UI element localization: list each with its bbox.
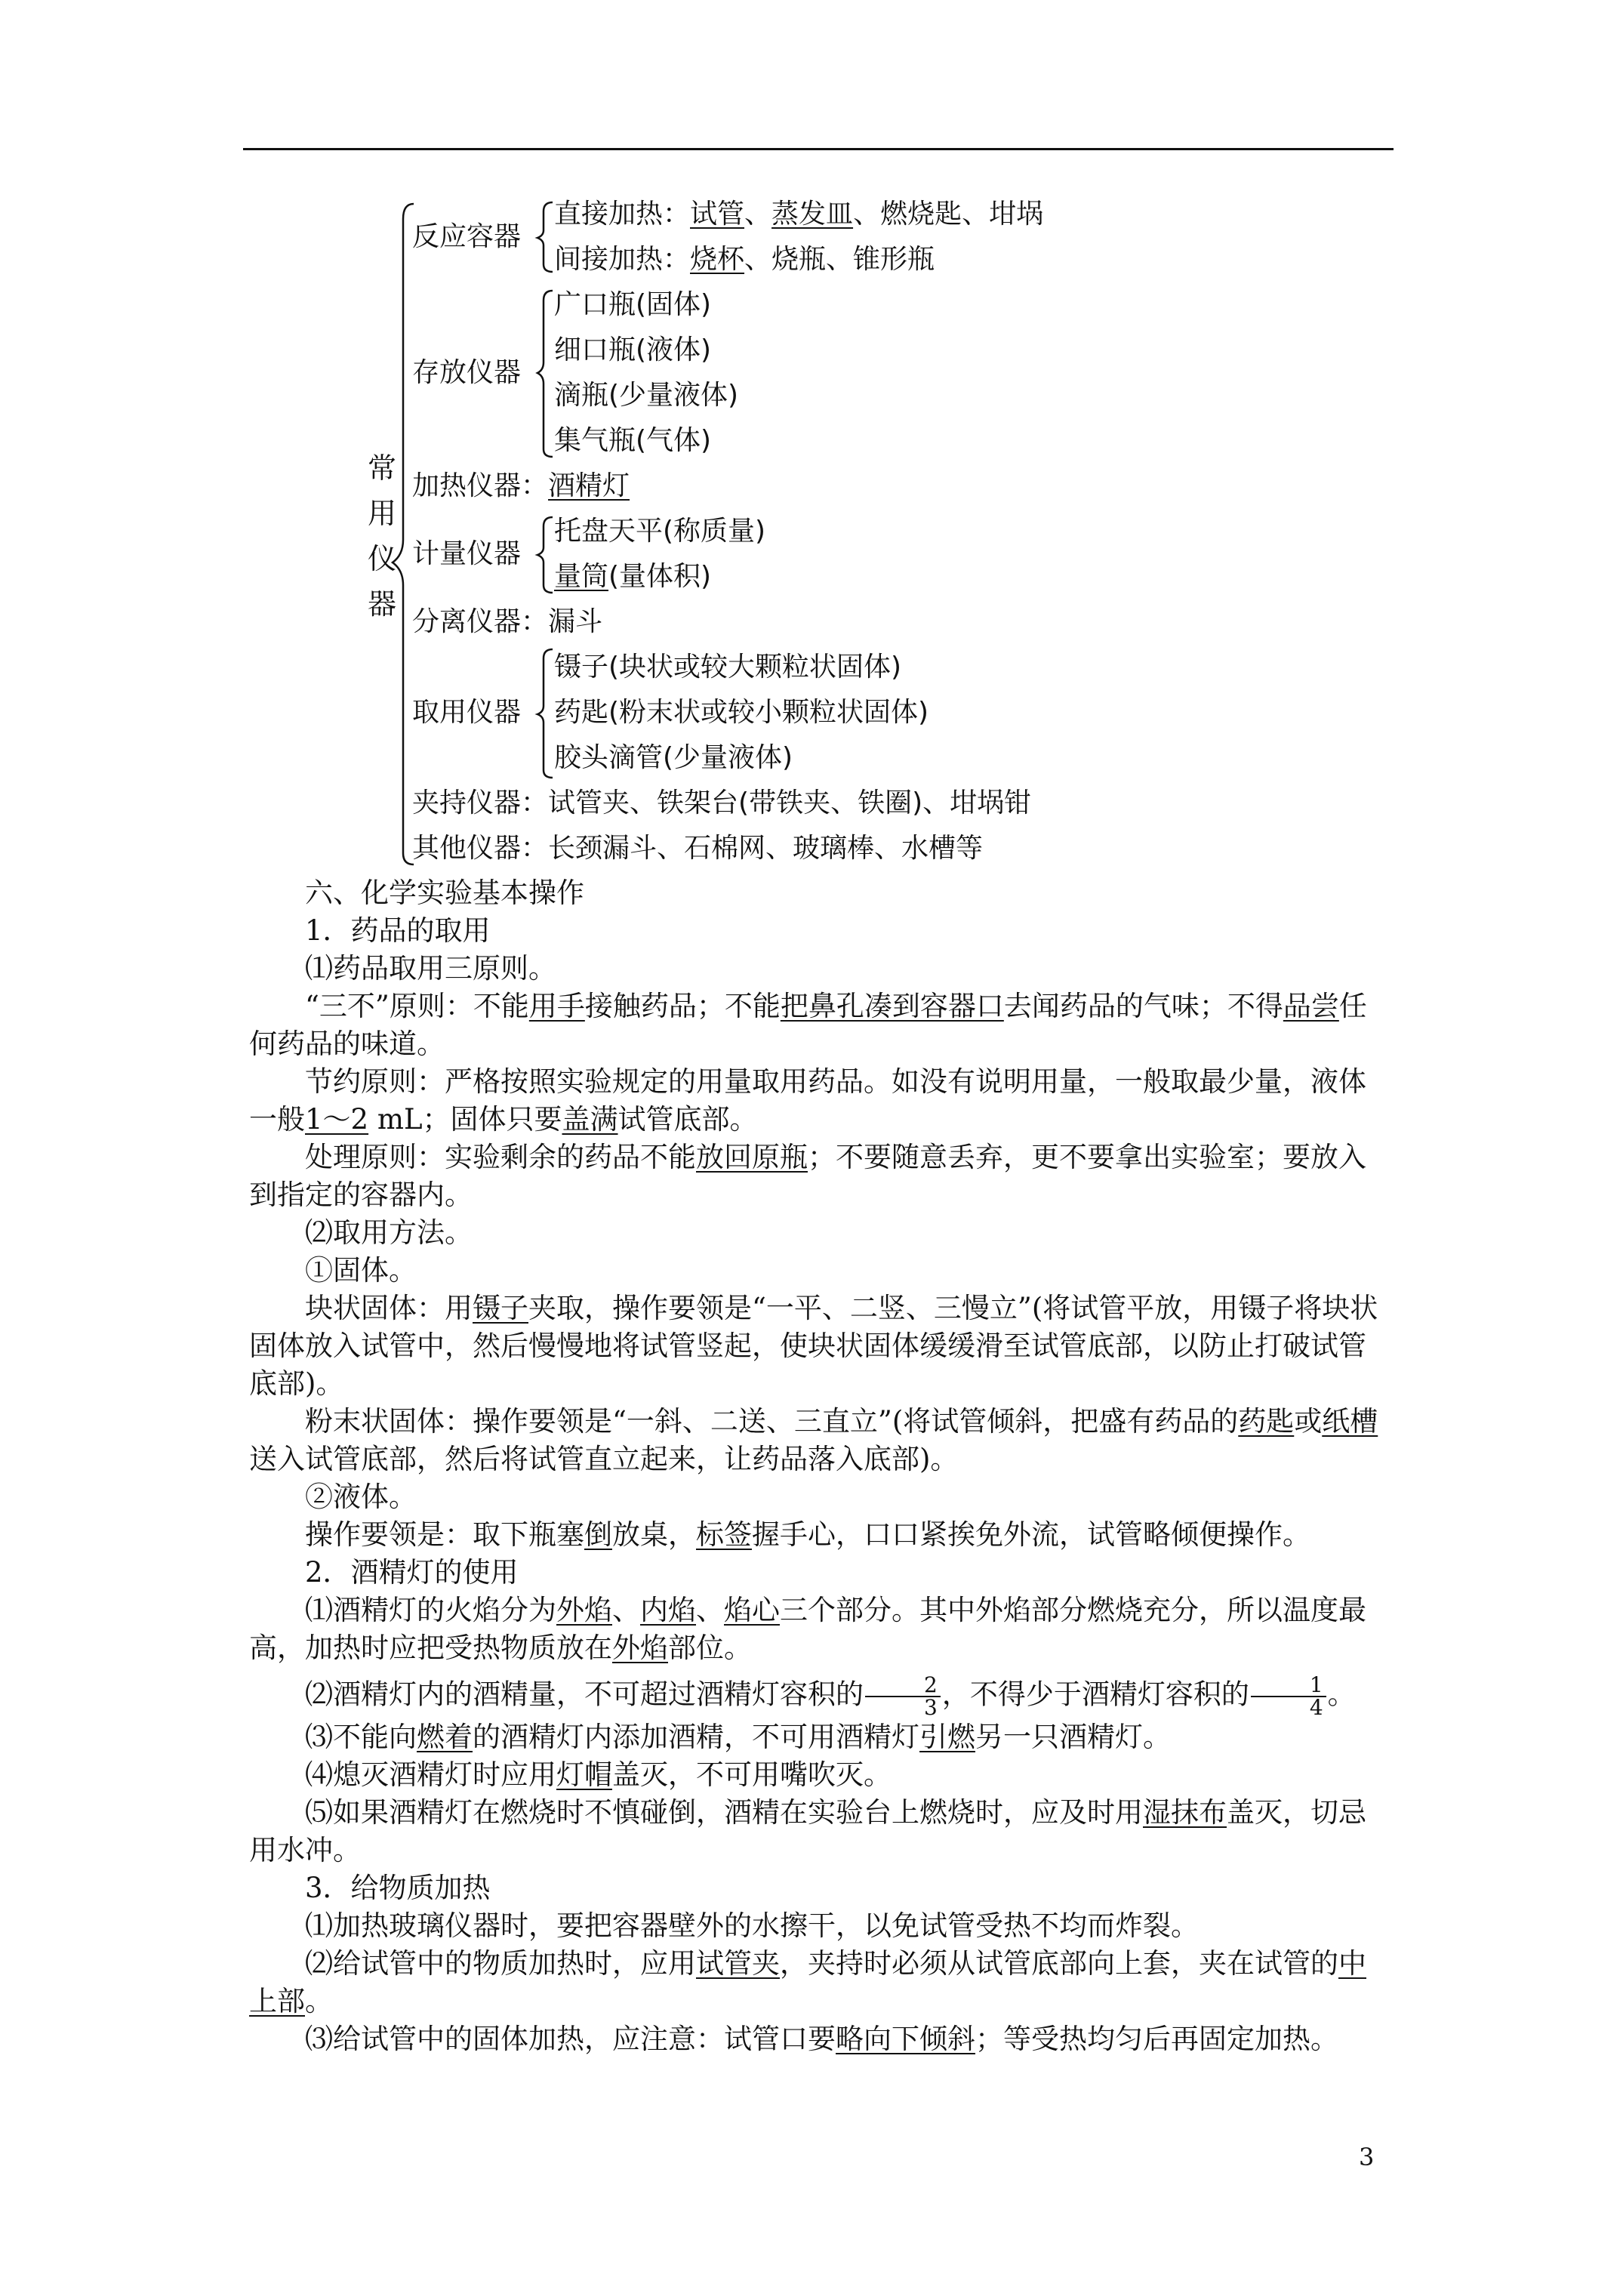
underlined-term: 镊子 <box>473 1292 528 1324</box>
spacer <box>249 1667 1394 1675</box>
list-item: 药匙(粉末状或较小颗粒状固体) <box>554 697 929 728</box>
group-label-holding: 夹持仪器：试管夹、铁架台(带铁夹、铁圈)、坩埚钳 <box>412 787 1032 818</box>
group-label-reaction: 反应容器 <box>412 221 522 252</box>
root-char: 常 <box>367 451 396 485</box>
subsection-heading: 2．酒精灯的使用 <box>305 1556 519 1589</box>
fraction-two-thirds: $\frac{2}{3}$ <box>865 1675 941 1718</box>
paragraph: 块状固体：用镊子夹取，操作要领是“一平、二竖、三慢立”(将试管平放，用镊子将块状固体放入试管中，然后慢慢地将试管竖起，使块状固体缓缓滑至试管底部，以防止打破试管底部)。 <box>249 1292 1378 1400</box>
list-item: 胶头滴管(少量液体) <box>554 742 793 773</box>
paragraph: ⑴酒精灯的火焰分为外焰、内焰、焰心三个部分。其中外焰部分燃烧充分，所以温度最高，加热时应把受热物质放在外焰部位。 <box>249 1594 1366 1664</box>
paragraph: ⑸如果酒精灯在燃烧时不慎碰倒，酒精在实验台上燃烧时，应及时用湿抹布盖灭，切忌用水冲。 <box>249 1796 1366 1866</box>
underlined-term: 纸槽 <box>1322 1405 1378 1438</box>
underlined-term: 内焰 <box>640 1594 696 1626</box>
paragraph: ⑵取用方法。 <box>305 1216 473 1249</box>
underlined-term: 灯帽 <box>556 1758 612 1791</box>
underlined-term: 药匙 <box>1238 1405 1295 1438</box>
list-item: 镊子(块状或较大颗粒状固体) <box>554 652 902 683</box>
list-item: 广口瓶(固体) <box>554 289 712 320</box>
underlined-term: 1～2 <box>305 1103 369 1136</box>
underlined-term: 酒精灯 <box>548 470 630 501</box>
item-indirect-heating: 间接加热：烧杯、烧瓶、锥形瓶 <box>554 244 935 275</box>
fraction-one-quarter: $\frac{1}{4}$ <box>1251 1675 1326 1718</box>
group-label-storage: 存放仪器 <box>412 357 522 388</box>
paragraph: 处理原则：实验剩余的药品不能放回原瓶；不要随意丢弃，更不要拿出实验室；要放入到指定的容器内。 <box>249 1141 1366 1211</box>
underlined-term: 引燃 <box>919 1721 975 1753</box>
item-direct-heating: 直接加热：试管、蒸发皿、燃烧匙、坩埚 <box>554 199 1044 230</box>
underlined-term: 外焰 <box>612 1632 668 1664</box>
list-item: 滴瓶(少量液体) <box>554 380 739 411</box>
instrument-tree <box>0 0 1623 876</box>
paragraph: 粉末状固体：操作要领是“一斜、二送、三直立”(将试管倾斜，把盛有药品的药匙或纸槽送入试管底部，然后将试管直立起来，让药品落入底部)。 <box>249 1405 1378 1475</box>
paragraph: ⑴加热玻璃仪器时，要把容器壁外的水擦干，以免试管受热不均而炸裂。 <box>305 1909 1199 1942</box>
document-body <box>249 874 1394 2058</box>
underlined-term: 标签 <box>696 1518 752 1551</box>
group-label-other: 其他仪器：长颈漏斗、石棉网、玻璃棒、水槽等 <box>412 833 984 864</box>
underlined-term: 量筒 <box>554 561 609 592</box>
group-label-separation: 分离仪器：漏斗 <box>412 606 603 637</box>
paragraph: 操作要领是：取下瓶塞倒放桌，标签握手心，口口紧挨免外流，试管略倾便操作。 <box>305 1518 1310 1551</box>
underlined-term: 湿抹布 <box>1143 1796 1227 1829</box>
paragraph: ⑵酒精灯内的酒精量，不可超过酒精灯容积的 $\frac{2}{3}$ ，不得少于酒精灯容积的 $\frac{1}{4}$ 。 <box>305 1672 1356 1720</box>
page-number: 3 <box>1359 2143 1375 2171</box>
brace-lines <box>0 0 1623 876</box>
underlined-term: 试管 <box>690 199 745 230</box>
list-item: 托盘天平(称质量) <box>554 516 766 547</box>
root-char: 器 <box>367 587 396 621</box>
group-label-taking: 取用仪器 <box>412 697 522 728</box>
underlined-term: 盖满 <box>562 1103 618 1136</box>
underlined-term: 燃着 <box>417 1721 473 1753</box>
underlined-term: 略向下倾斜 <box>836 2023 975 2055</box>
root-char: 仪 <box>367 542 396 575</box>
group-label-heating: 加热仪器：酒精灯 <box>412 470 630 501</box>
paragraph: ⑷熄灭酒精灯时应用灯帽盖灭，不可用嘴吹灭。 <box>305 1758 892 1791</box>
underlined-term: 外焰 <box>556 1594 612 1626</box>
paragraph: ⑶不能向燃着的酒精灯内添加酒精，不可用酒精灯引燃另一只酒精灯。 <box>305 1721 1171 1753</box>
paragraph: ⑵给试管中的物质加热时，应用试管夹，夹持时必须从试管底部向上套，夹在试管的中上部。 <box>249 1947 1366 2017</box>
group-label-measuring: 计量仪器 <box>412 538 522 569</box>
list-item: 量筒(量体积) <box>554 561 712 592</box>
paragraph: ②液体。 <box>305 1481 417 1513</box>
underlined-term: 品尝 <box>1283 990 1339 1022</box>
underlined-term: 中上部 <box>249 1947 1366 2017</box>
paragraph: ⑶给试管中的固体加热，应注意：试管口要略向下倾斜；等受热均匀后再固定加热。 <box>305 2023 1338 2055</box>
underlined-term: 焰心 <box>724 1594 780 1626</box>
underlined-term: 放回原瓶 <box>696 1141 808 1173</box>
subsection-heading: 3．给物质加热 <box>305 1872 491 1904</box>
tree-root-label <box>365 445 399 627</box>
underlined-term: 烧杯 <box>690 244 745 275</box>
underlined-term: 蒸发皿 <box>771 199 854 230</box>
underlined-term: 用手 <box>528 990 585 1022</box>
root-char: 用 <box>367 497 396 530</box>
underlined-term: 试管夹 <box>696 1947 780 1980</box>
paragraph: ①固体。 <box>305 1254 417 1287</box>
paragraph: ⑴药品取用三原则。 <box>305 952 556 985</box>
paragraph: “三不”原则：不能用手接触药品；不能把鼻孔凑到容器口去闻药品的气味；不得品尝任何药品的味道。 <box>249 990 1367 1060</box>
underlined-term: 倒 <box>584 1518 612 1551</box>
paragraph: 节约原则：严格按照实验规定的用量取用药品。如没有说明用量，一般取最少量，液体一般1～2 mL；固体只要盖满试管底部。 <box>249 1065 1366 1136</box>
underlined-term: 把鼻孔凑到容器口 <box>780 990 1004 1022</box>
list-item: 集气瓶(气体) <box>554 425 712 456</box>
section-heading: 六、化学实验基本操作 <box>305 877 584 909</box>
subsection-heading: 1．药品的取用 <box>305 914 491 947</box>
list-item: 细口瓶(液体) <box>554 334 712 365</box>
